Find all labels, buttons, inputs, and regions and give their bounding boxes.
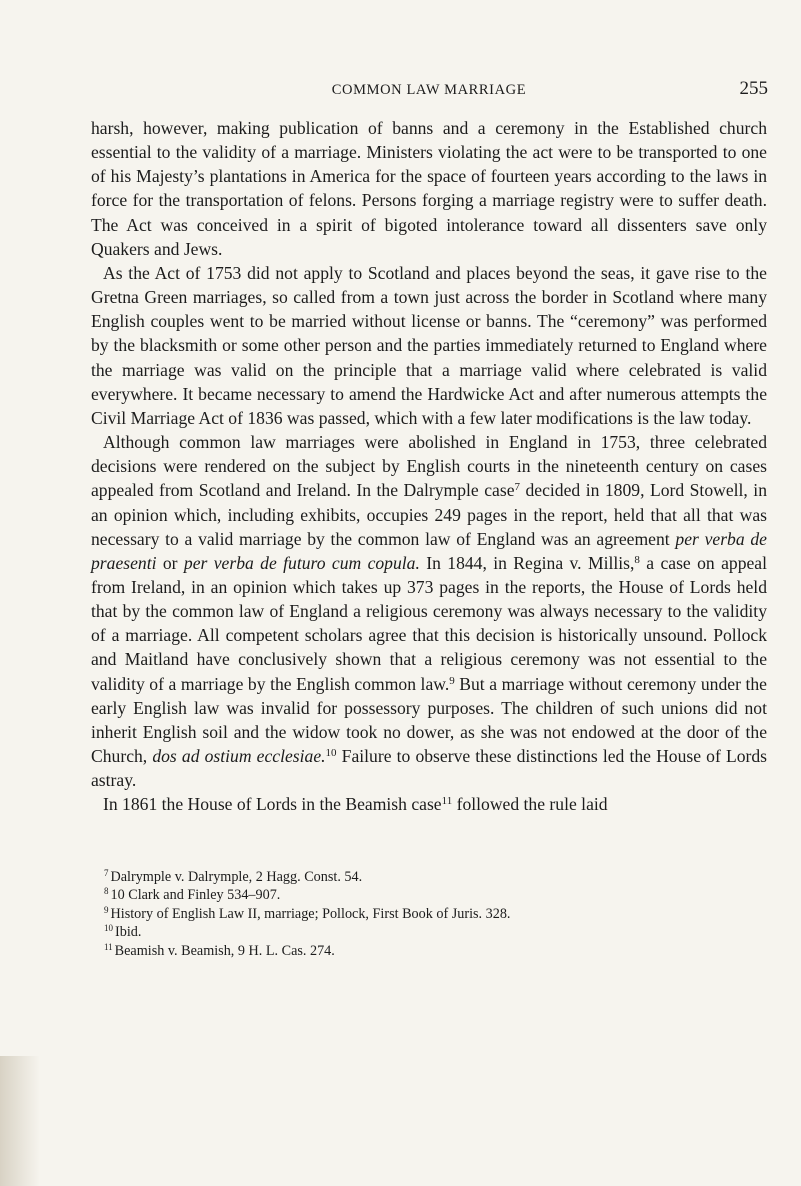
footnote-text: Ibid. [115, 924, 142, 941]
text-run: As the Act of 1753 did not apply to Scotland and places beyond the seas, it gave rise to the Gretna Green marriages, so called from a town just across the border in Scotland where many English couples went to be married without license or banns. The “ceremony” was performed by the blacksmith or some other person and the parties immediately returned to England where the marriage was valid on the principle that a marriage valid where celebrated is valid everywhere. It became necessary to amend the Hardwicke Act and after numerous attempts the Civil Marriage Act of 1836 was passed, which with a few later modifications is the law today. [91, 262, 767, 428]
footnote-text: Beamish v. Beamish, 9 H. L. Cas. 274. [114, 942, 335, 959]
text-run: But a marriage without ceremony under the early English law was invalid for possessory purposes. The children of such unions did not inherit English soil and the widow took no dower, as she was not endowed at the door of the Church, [91, 673, 767, 767]
paragraph [91, 261, 767, 430]
footnote-reference: 9 [449, 674, 455, 687]
footnote-reference: 7 [514, 481, 521, 494]
text-run: Failure to observe these distinctions led the House of Lords astray. [91, 746, 768, 791]
page-number: 255 [739, 78, 768, 99]
footnote-reference: 11 [441, 795, 453, 808]
paragraph [91, 116, 767, 261]
latin-phrase: per verba de praesenti [91, 528, 767, 573]
body-text [91, 116, 767, 817]
footnote-text: Dalrymple v. Dalrymple, 2 Hagg. Const. 54. [110, 869, 363, 885]
footnote-mark: 10 [104, 923, 113, 934]
footnote-mark: 11 [104, 941, 113, 952]
footnotes [104, 868, 764, 960]
footnote-text: History of English Law II, marriage; Pollock, First Book of Juris. 328. [110, 905, 511, 922]
footnote-reference: 10 [325, 747, 337, 760]
text-run: a case on appeal from Ireland, in an opinion which takes up 373 pages in the reports, the House of Lords held that by the common law of England a religious ceremony was always necessary to the validity of a marriage. All competent scholars agree that this decision is historically unsound. Pollock and Maitland have conclusively shown that a religious ceremony was not essential to the validity of a marriage by the English common law. [91, 552, 768, 694]
footnote [104, 886, 764, 904]
footnote [104, 923, 764, 941]
footnote [104, 905, 764, 923]
footnote-reference: 8 [634, 553, 640, 566]
latin-phrase: dos ad ostium ecclesiae. [152, 746, 326, 767]
footnote-text: 10 Clark and Finley 534–907. [110, 887, 281, 904]
page-header [90, 78, 768, 104]
running-head: COMMON LAW MARRIAGE [331, 82, 527, 98]
footnote-mark: 8 [104, 886, 109, 897]
text-run: followed the rule laid [452, 794, 608, 815]
text-run: Although common law marriages were abolished in England in 1753, three celebrated decisions were rendered on the subject by English courts in the nineteenth century on cases appealed from Scotland and Ireland. In the Dalrymple case [91, 432, 767, 501]
footnote-mark: 7 [104, 868, 109, 878]
text-run: In 1861 the House of Lords in the Beamish case [103, 794, 442, 815]
text-run: decided in 1809, Lord Stowell, in an opinion which, including exhibits, occupies 249 pages in the report, held that all that was necessary to a valid marriage by the common law of England was an agreement [91, 480, 767, 549]
paragraph [91, 792, 767, 816]
scan-edge-shadow [0, 1056, 40, 1186]
latin-phrase: per verba de futuro cum copula. [183, 552, 420, 573]
footnote [104, 868, 764, 886]
text-run: or [156, 552, 184, 573]
text-run: In 1844, in Regina v. Millis, [419, 552, 635, 573]
footnote-mark: 9 [104, 904, 109, 915]
footnote [104, 942, 764, 960]
text-run: harsh, however, making publication of banns and a ceremony in the Established church essential to the validity of a marriage. Ministers violating the act were to be transported to one of his Majesty’s plantations in America for the space of fourteen years according to the laws in force for the transportation of felons. Persons forging a marriage registry were to suffer death. The Act was conceived in a spirit of bigoted intolerance toward all dissenters save only Quakers and Jews. [91, 118, 767, 259]
paragraph [91, 430, 767, 792]
